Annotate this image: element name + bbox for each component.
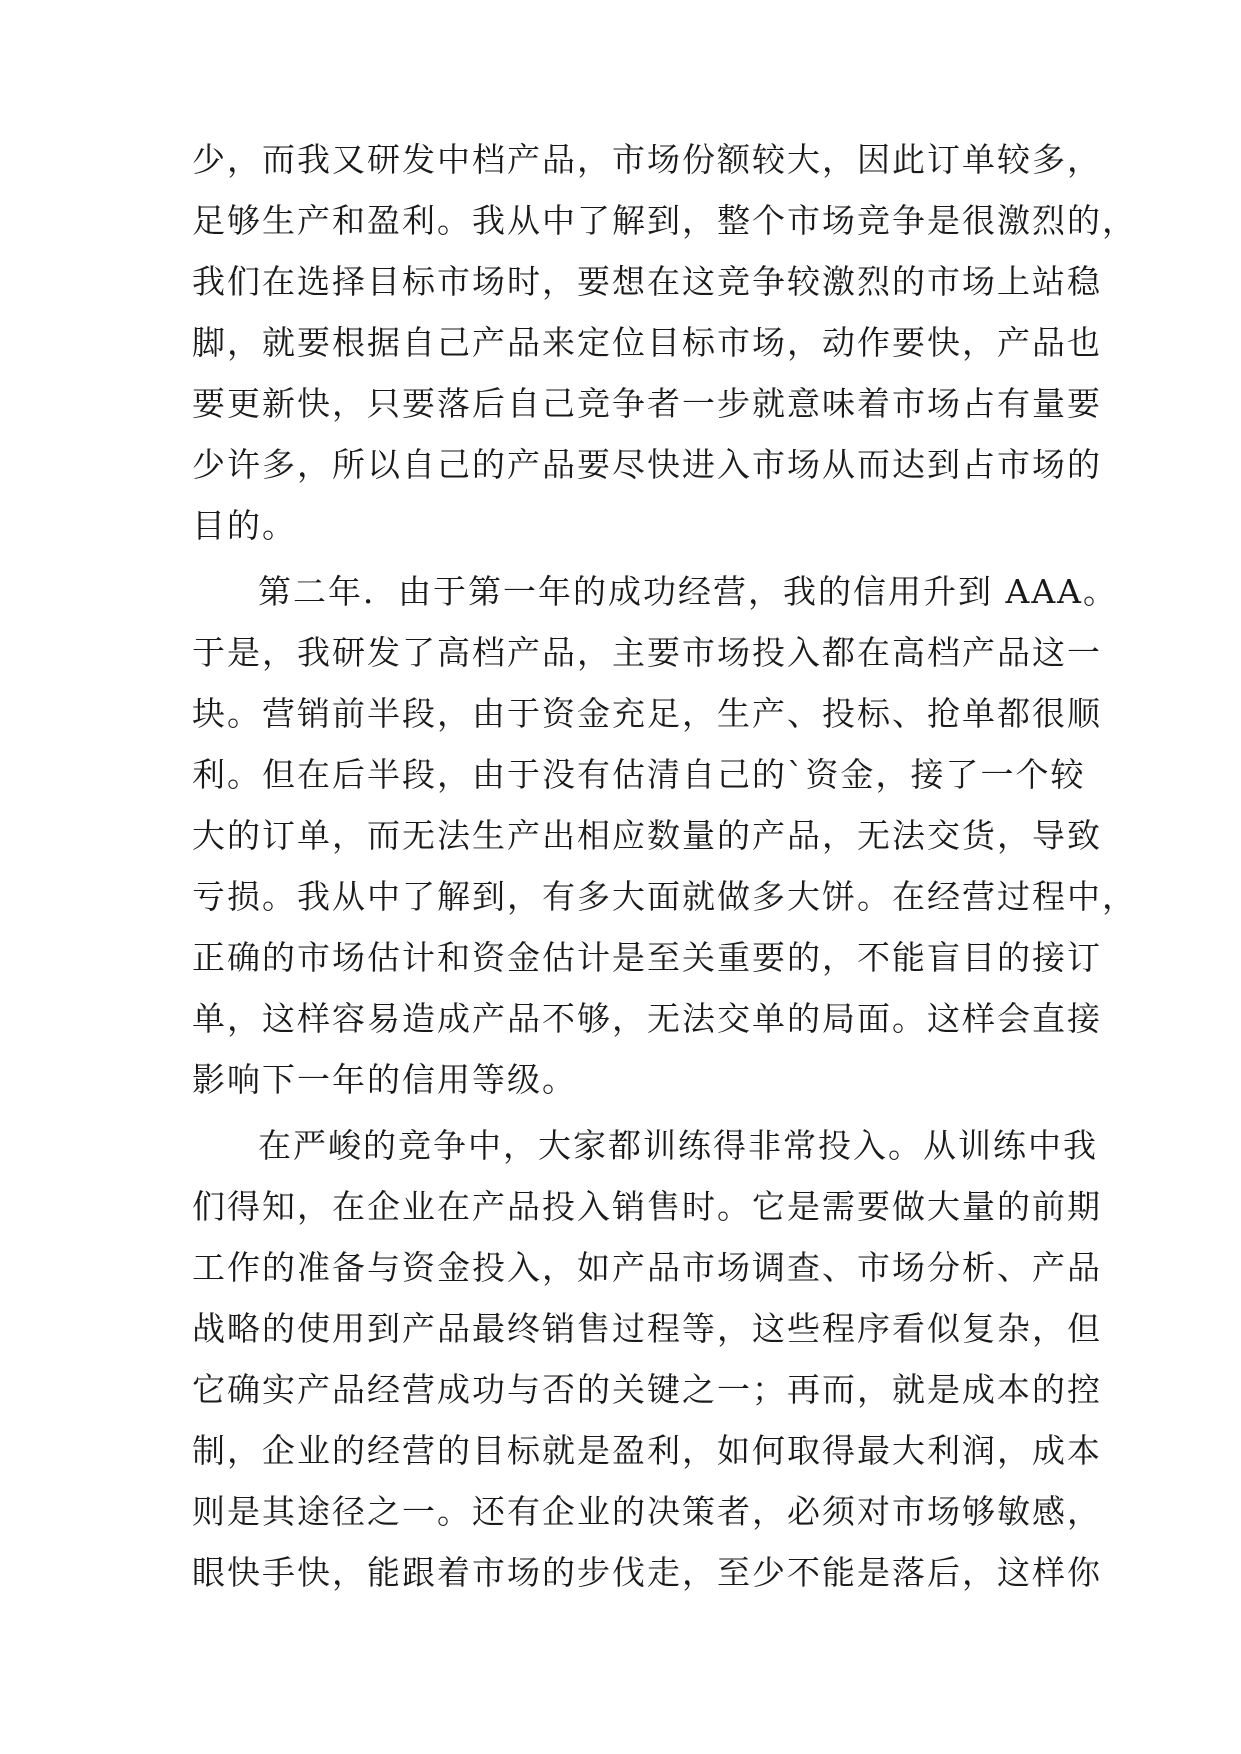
paragraph-1-line-5: 要更新快，只要落后自己竞争者一步就意味着市场占有量要 [192, 384, 1102, 423]
paragraph-3-line-3: 工作的准备与资金投入，如产品市场调查、市场分析、产品 [192, 1248, 1102, 1287]
paragraph-1-line-3: 我们在选择目标市场时，要想在这竞争较激烈的市场上站稳 [192, 262, 1102, 301]
paragraph-3-line-4: 战略的使用到产品最终销售过程等，这些程序看似复杂，但 [192, 1309, 1102, 1348]
paragraph-2-line-9: 影响下一年的信用等级。 [192, 1060, 577, 1099]
paragraph-2-line-5: 大的订单，而无法生产出相应数量的产品，无法交货，导致 [192, 816, 1102, 855]
paragraph-2-line-3: 块。营销前半段，由于资金充足，生产、投标、抢单都很顺 [192, 694, 1102, 733]
paragraph-3-line-2: 们得知，在企业在产品投入销售时。它是需要做大量的前期 [192, 1187, 1102, 1226]
paragraph-2-line-2: 于是，我研发了高档产品，主要市场投入都在高档产品这一 [192, 633, 1102, 672]
paragraph-3-line-8: 眼快手快，能跟着市场的步伐走，至少不能是落后，这样你 [192, 1553, 1102, 1592]
paragraph-1-line-7: 目的。 [192, 506, 297, 545]
paragraph-1-line-6: 少许多，所以自己的产品要尽快进入市场从而达到占市场的 [192, 445, 1102, 484]
paragraph-3-line-6: 制，企业的经营的目标就是盈利，如何取得最大利润，成本 [192, 1431, 1102, 1470]
paragraph-3-line-5: 它确实产品经营成功与否的关键之一；再而，就是成本的控 [192, 1370, 1102, 1409]
paragraph-3-line-1: 在严峻的竞争中，大家都训练得非常投入。从训练中我 [258, 1126, 1098, 1165]
paragraph-1-line-2: 足够生产和盈利。我从中了解到，整个市场竞争是很激烈的， [192, 201, 1137, 240]
paragraph-3-line-7: 则是其途径之一。还有企业的决策者，必须对市场够敏感， [192, 1492, 1102, 1531]
paragraph-2-line-7: 正确的市场估计和资金估计是至关重要的，不能盲目的接订 [192, 938, 1102, 977]
paragraph-1-line-4: 脚，就要根据自己产品来定位目标市场，动作要快，产品也 [192, 323, 1102, 362]
paragraph-2-line-6: 亏损。我从中了解到，有多大面就做多大饼。在经营过程中， [192, 877, 1137, 916]
paragraph-2-line-1: 第二年．由于第一年的成功经营，我的信用升到 AAA。 [258, 572, 1118, 611]
paragraph-1-line-1: 少，而我又研发中档产品，市场份额较大，因此订单较多， [192, 140, 1102, 179]
paragraph-2-line-8: 单，这样容易造成产品不够，无法交单的局面。这样会直接 [192, 999, 1102, 1038]
paragraph-2-line-4: 利。但在后半段，由于没有估清自己的`资金，接了一个较 [192, 755, 1086, 794]
